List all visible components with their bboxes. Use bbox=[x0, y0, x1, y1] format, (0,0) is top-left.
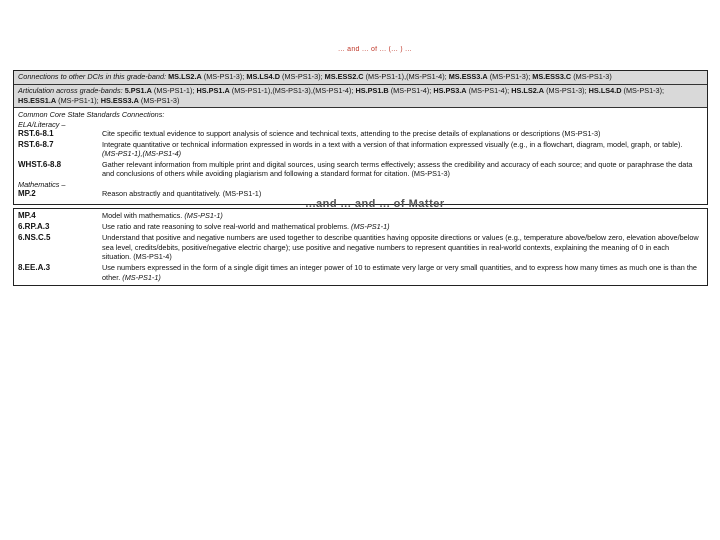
standard-row bbox=[18, 222, 703, 232]
standard-row bbox=[18, 263, 703, 282]
articulation-code: HS.PS1.B bbox=[355, 86, 389, 95]
standard-code: 6.RP.A.3 bbox=[18, 222, 50, 232]
connections-code: MS.ESS2.C bbox=[324, 72, 364, 81]
standard-text-wrap bbox=[102, 129, 703, 139]
connections-code: MS.LS2.A bbox=[168, 72, 202, 81]
ccss-section bbox=[14, 108, 707, 204]
articulation-refs: (MS-PS1-3); bbox=[546, 86, 587, 95]
connections-row bbox=[14, 71, 707, 85]
standard-tag: (MS-PS1-1) bbox=[351, 222, 390, 232]
standard-tag: (MS-PS1-1) bbox=[184, 211, 223, 220]
ghost-page-title: ...and ... and ... of Matter bbox=[305, 198, 445, 210]
articulation-code: HS.PS1.A bbox=[196, 86, 230, 95]
standard-row bbox=[18, 129, 703, 139]
articulation-refs: (MS-PS1-3) bbox=[140, 95, 180, 105]
clipped-header-fragment: ... and ... of ... (... ) ... bbox=[338, 46, 412, 53]
standard-text-wrap bbox=[102, 160, 703, 179]
articulation-code: HS.PS3.A bbox=[433, 86, 467, 95]
math-label: Mathematics – bbox=[18, 179, 66, 189]
connections-refs: (MS-PS1-3); bbox=[489, 72, 531, 81]
standard-text-wrap bbox=[102, 263, 703, 282]
connections-code: MS.ESS3.A bbox=[448, 72, 488, 81]
standard-text: Use numbers expressed in the form of a single digit times an integer power of 10 to estimate very large or very small quantities, and to express how many times as much one is than the other. bbox=[102, 263, 697, 283]
ela-label: ELA/Literacy – bbox=[18, 119, 66, 129]
ela-standards-list bbox=[18, 129, 703, 179]
standard-row bbox=[18, 160, 703, 179]
standard-row bbox=[18, 140, 703, 159]
connections-refs: (MS-PS1-3); bbox=[282, 72, 323, 81]
standard-text: Use ratio and rate reasoning to solve real-world and mathematical problems. bbox=[102, 222, 350, 232]
standard-text: Reason abstractly and quantitatively. (MS-PS1-1) bbox=[102, 189, 262, 199]
standard-text: Understand that positive and negative numbers are used together to describe quantities having opposite directions or values (e.g., temperature above/below zero, elevation above/below sea level, credits/debits, positive/negative electric charge); use positive and negative numbers to represent quantities in real-world contexts, explaining the meaning of 0 in each situation. (MS-PS1-4) bbox=[102, 233, 699, 262]
standard-row bbox=[18, 211, 703, 221]
ccss-label: Common Core State Standards Connections: bbox=[18, 110, 165, 119]
standard-code: RST.6-8.7 bbox=[18, 139, 54, 149]
math-standards-list bbox=[18, 211, 703, 283]
articulation-code: HS.ESS1.A bbox=[18, 95, 57, 105]
standard-text: Gather relevant information from multiple print and digital sources, using search terms effectively; assess the credibility and accuracy of each source; and quote or paraphrase the data and conclusions of others while avoiding plagiarism and following a standard format for citation. (MS-PS1-3) bbox=[102, 159, 693, 179]
articulation-refs: (MS-PS1-3); bbox=[623, 86, 665, 95]
articulation-refs: (MS-PS1-4); bbox=[390, 86, 432, 95]
articulation-label: Articulation across grade-bands: bbox=[18, 86, 123, 95]
standard-code: WHST.6-8.8 bbox=[18, 159, 62, 169]
articulation-refs: (MS-PS1-1); bbox=[153, 86, 195, 95]
standard-code: 8.EE.A.3 bbox=[18, 263, 51, 273]
articulation-refs: (MS-PS1-1),(MS-PS1-3),(MS-PS1-4); bbox=[231, 86, 354, 95]
connections-code: MS.LS4.D bbox=[246, 72, 281, 81]
connections-refs: (MS-PS1-3); bbox=[203, 72, 245, 81]
standard-code: RST.6-8.1 bbox=[18, 129, 54, 138]
standard-text: Integrate quantitative or technical information expressed in words in a text with a version of that information expressed visually (e.g., in a flowchart, diagram, model, graph, or table). bbox=[102, 139, 683, 149]
articulation-code: HS.LS4.D bbox=[588, 86, 622, 95]
connections-refs: (MS-PS1-3) bbox=[573, 72, 612, 81]
connections-table bbox=[13, 70, 708, 205]
standard-text-wrap bbox=[102, 222, 703, 232]
standard-text-wrap bbox=[102, 140, 703, 159]
connections-label: Connections to other DCIs in this grade-band: bbox=[18, 72, 167, 81]
articulation-refs: (MS-PS1-1); bbox=[58, 95, 99, 105]
articulation-code: HS.LS2.A bbox=[511, 86, 545, 95]
standard-text: Cite specific textual evidence to support analysis of science and technical texts, attending to the precise details of explanations or descriptions (MS-PS1-3) bbox=[102, 129, 601, 138]
articulation-code: 5.PS1.A bbox=[124, 86, 152, 95]
articulation-row bbox=[14, 85, 707, 108]
standard-code: MP.2 bbox=[18, 189, 36, 199]
math-standards-table bbox=[13, 208, 708, 286]
standard-tag: (MS-PS1-1) bbox=[122, 273, 161, 283]
standard-text-wrap bbox=[102, 211, 703, 221]
connections-refs: (MS-PS1-1),(MS-PS1-4); bbox=[365, 72, 447, 81]
connections-code: MS.ESS3.C bbox=[532, 72, 572, 81]
connections-items bbox=[168, 72, 612, 81]
standard-code: 6.NS.C.5 bbox=[18, 233, 51, 243]
standard-tag: (MS-PS1-1),(MS-PS1-4) bbox=[102, 149, 182, 159]
standard-code: MP.4 bbox=[18, 211, 36, 220]
articulation-code: HS.ESS3.A bbox=[100, 95, 139, 105]
articulation-refs: (MS-PS1-4); bbox=[468, 86, 510, 95]
standard-row bbox=[18, 233, 703, 262]
standard-text-wrap bbox=[102, 233, 703, 262]
standard-text: Model with mathematics. bbox=[102, 211, 183, 220]
